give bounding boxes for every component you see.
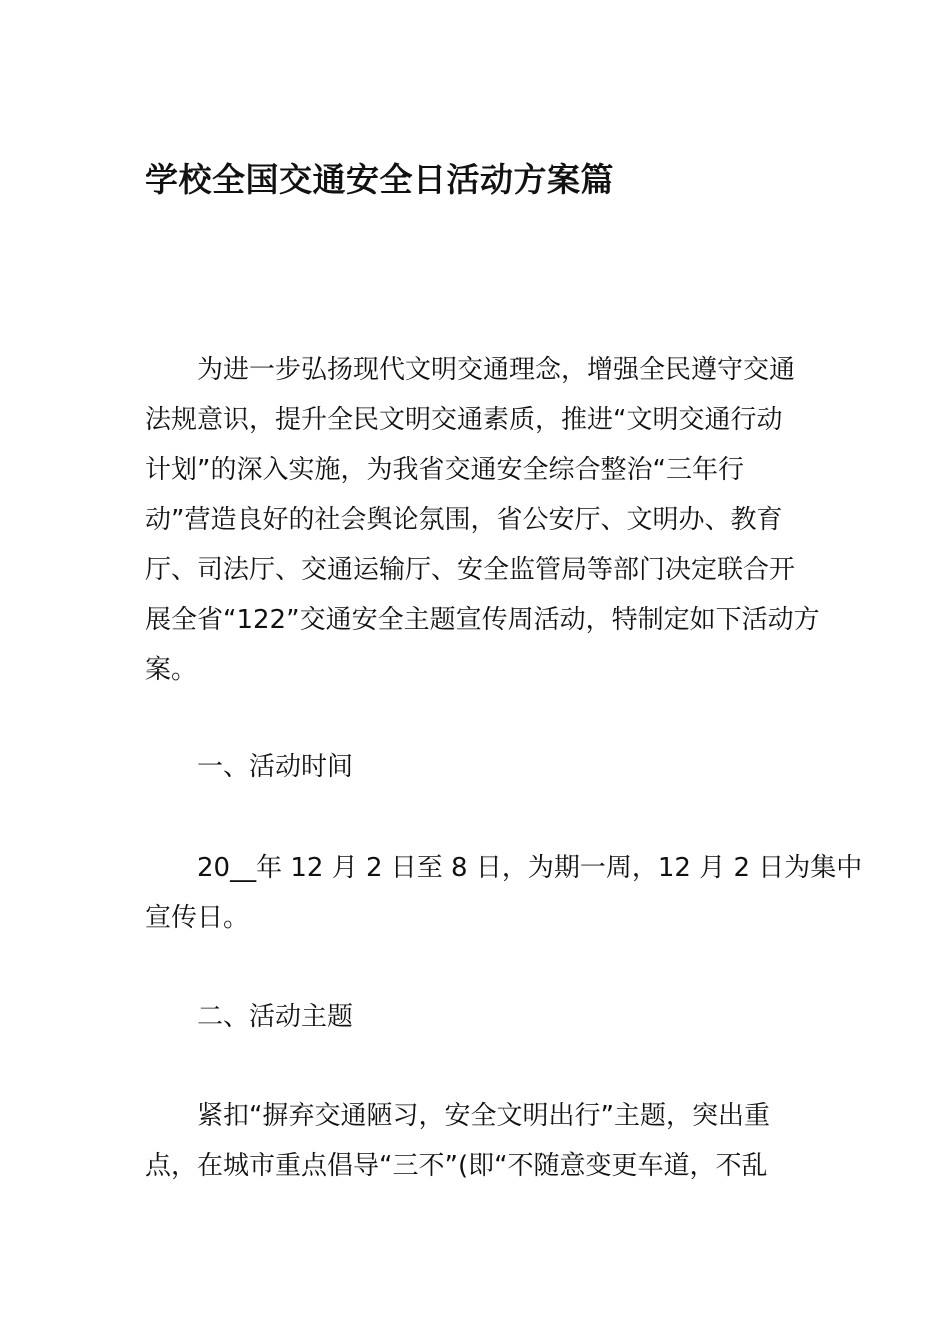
- paragraph-line: 计划”的深入实施，为我省交通安全综合整治“三年行: [145, 455, 744, 485]
- paragraph-line: 展全省“122”交通安全主题宣传周活动，特制定如下活动方: [145, 605, 820, 635]
- paragraph-line: 点，在城市重点倡导“三不”(即“不随意变更车道，不乱: [145, 1151, 768, 1181]
- section-heading-theme: 二、活动主题: [197, 1002, 354, 1032]
- paragraph-line: 20__年 12 月 2 日至 8 日，为期一周，12 月 2 日为集中: [197, 853, 863, 883]
- paragraph-line: 案。: [145, 655, 198, 685]
- paragraph-line: 紧扣“摒弃交通陋习，安全文明出行”主题，突出重: [197, 1101, 770, 1131]
- intro-paragraph: [145, 345, 820, 695]
- paragraph-line: 厅、司法厅、交通运输厅、安全监管局等部门决定联合开: [145, 555, 796, 585]
- paragraph-line: 宣传日。: [145, 903, 250, 933]
- section-time-paragraph: [145, 843, 863, 943]
- paragraph-line: 法规意识，提升全民文明交通素质，推进“文明交通行动: [145, 405, 783, 435]
- paragraph-line: 为进一步弘扬现代文明交通理念，增强全民遵守交通: [197, 355, 796, 385]
- section-theme-paragraph: [145, 1091, 809, 1191]
- paragraph-line: 动”营造良好的社会舆论氛围，省公安厅、文明办、教育: [145, 505, 783, 535]
- section-heading-time: 一、活动时间: [197, 752, 354, 782]
- document-title: 学校全国交通安全日活动方案篇: [145, 160, 614, 199]
